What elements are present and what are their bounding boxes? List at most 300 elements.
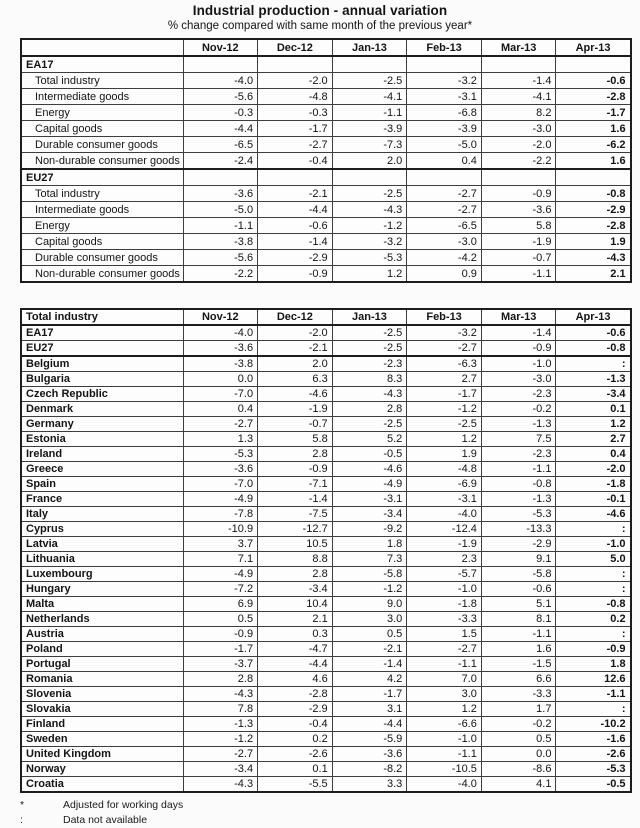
column-header: Nov-12	[183, 39, 258, 56]
country-label: Portugal	[21, 657, 183, 672]
country-label: Germany	[21, 417, 183, 432]
header-row	[21, 39, 631, 56]
value-cell: -5.6	[183, 89, 258, 105]
value-cell: 3.7	[183, 537, 258, 552]
value-cell: 0.0	[183, 372, 258, 387]
value-cell: -0.6	[556, 325, 631, 341]
value-cell: -3.0	[481, 121, 556, 137]
value-cell: -3.7	[183, 657, 258, 672]
table-row	[21, 105, 631, 121]
value-cell: -1.7	[332, 687, 407, 702]
table-row	[21, 567, 631, 582]
empty-cell	[258, 169, 333, 186]
value-cell: 1.8	[556, 657, 631, 672]
empty-cell	[481, 169, 556, 186]
table-row	[21, 537, 631, 552]
value-cell: -2.3	[332, 356, 407, 372]
value-cell: 1.9	[407, 447, 482, 462]
value-cell: -5.7	[407, 567, 482, 582]
value-cell: 4.6	[258, 672, 333, 687]
value-cell: -0.1	[556, 492, 631, 507]
value-cell: 0.5	[183, 612, 258, 627]
value-cell: -2.5	[332, 73, 407, 89]
value-cell: 1.6	[556, 121, 631, 137]
value-cell: -2.5	[332, 341, 407, 357]
value-cell: 1.2	[556, 417, 631, 432]
value-cell: -3.6	[332, 747, 407, 762]
country-label: Austria	[21, 627, 183, 642]
value-cell: -5.3	[183, 447, 258, 462]
country-label: Estonia	[21, 432, 183, 447]
column-header: Feb-13	[407, 39, 482, 56]
value-cell: 8.1	[481, 612, 556, 627]
country-label: Slovenia	[21, 687, 183, 702]
value-cell: :	[556, 582, 631, 597]
value-cell: -4.4	[258, 202, 333, 218]
value-cell: -1.3	[183, 717, 258, 732]
empty-cell	[332, 169, 407, 186]
row-label: Intermediate goods	[21, 202, 183, 218]
value-cell: -3.1	[407, 89, 482, 105]
value-cell: -4.6	[332, 462, 407, 477]
value-cell: -3.6	[183, 462, 258, 477]
value-cell: -6.2	[556, 137, 631, 153]
country-label: Croatia	[21, 777, 183, 793]
value-cell: -3.6	[183, 186, 258, 202]
value-cell: -1.0	[556, 537, 631, 552]
value-cell: -5.0	[183, 202, 258, 218]
value-cell: -2.1	[258, 186, 333, 202]
value-cell: -7.0	[183, 387, 258, 402]
value-cell: 0.4	[407, 153, 482, 170]
row-label: Durable consumer goods	[21, 250, 183, 266]
value-cell: 2.0	[332, 153, 407, 170]
table-row	[21, 218, 631, 234]
value-cell: -2.0	[258, 73, 333, 89]
empty-cell	[258, 56, 333, 73]
value-cell: 3.0	[407, 687, 482, 702]
value-cell: 7.5	[481, 432, 556, 447]
value-cell: -1.0	[407, 582, 482, 597]
country-label: Luxembourg	[21, 567, 183, 582]
country-total-industry-table	[20, 308, 632, 793]
value-cell: -4.4	[183, 121, 258, 137]
value-cell: -7.2	[183, 582, 258, 597]
section-label: EA17	[21, 56, 183, 73]
country-label: Netherlands	[21, 612, 183, 627]
table-row	[21, 121, 631, 137]
value-cell: -4.3	[332, 387, 407, 402]
value-cell: -3.3	[481, 687, 556, 702]
column-header: Jan-13	[332, 39, 407, 56]
value-cell: 3.1	[332, 702, 407, 717]
empty-cell	[407, 56, 482, 73]
table-row	[21, 717, 631, 732]
row-label: Capital goods	[21, 234, 183, 250]
value-cell: -2.3	[481, 387, 556, 402]
value-cell: 1.3	[183, 432, 258, 447]
column-header: Dec-12	[258, 309, 333, 325]
value-cell: -1.7	[556, 105, 631, 121]
value-cell: -1.1	[407, 657, 482, 672]
value-cell: -6.9	[407, 477, 482, 492]
value-cell: -6.5	[407, 218, 482, 234]
value-cell: -0.2	[481, 402, 556, 417]
value-cell: -3.0	[481, 372, 556, 387]
value-cell: -1.9	[481, 234, 556, 250]
country-label: Latvia	[21, 537, 183, 552]
value-cell: -1.4	[258, 492, 333, 507]
column-header: Feb-13	[407, 309, 482, 325]
value-cell: 0.5	[332, 627, 407, 642]
value-cell: 1.6	[481, 642, 556, 657]
value-cell: 9.1	[481, 552, 556, 567]
value-cell: -0.9	[258, 266, 333, 283]
footnote-text: Adjusted for working days	[63, 799, 184, 811]
value-cell: 3.0	[332, 612, 407, 627]
value-cell: 4.1	[481, 777, 556, 793]
value-cell: -2.9	[258, 250, 333, 266]
value-cell: -2.8	[556, 89, 631, 105]
value-cell: -10.9	[183, 522, 258, 537]
country-label: Poland	[21, 642, 183, 657]
value-cell: -0.6	[556, 73, 631, 89]
value-cell: -2.8	[258, 687, 333, 702]
value-cell: -1.2	[332, 582, 407, 597]
value-cell: 0.3	[258, 627, 333, 642]
value-cell: -3.2	[407, 325, 482, 341]
table-row	[21, 507, 631, 522]
value-cell: -1.5	[481, 657, 556, 672]
table-row	[21, 234, 631, 250]
country-label: Romania	[21, 672, 183, 687]
value-cell: -2.7	[407, 642, 482, 657]
value-cell: -4.2	[407, 250, 482, 266]
value-cell: 6.6	[481, 672, 556, 687]
value-cell: -0.3	[183, 105, 258, 121]
country-label: Norway	[21, 762, 183, 777]
value-cell: -4.4	[332, 717, 407, 732]
value-cell: -4.8	[258, 89, 333, 105]
value-cell: -3.6	[183, 341, 258, 357]
table-row	[21, 89, 631, 105]
value-cell: -1.4	[481, 73, 556, 89]
value-cell: 2.7	[556, 432, 631, 447]
table-row	[21, 732, 631, 747]
value-cell: -2.1	[258, 341, 333, 357]
value-cell: -3.0	[407, 234, 482, 250]
column-header: Apr-13	[556, 39, 631, 56]
row-label: Energy	[21, 105, 183, 121]
value-cell: -0.7	[481, 250, 556, 266]
value-cell: -5.3	[556, 762, 631, 777]
value-cell: :	[556, 702, 631, 717]
value-cell: -2.5	[407, 417, 482, 432]
table-row	[21, 402, 631, 417]
value-cell: -2.9	[258, 702, 333, 717]
value-cell: -4.3	[332, 202, 407, 218]
country-label: Finland	[21, 717, 183, 732]
value-cell: -5.5	[258, 777, 333, 793]
value-cell: 0.0	[481, 747, 556, 762]
value-cell: 0.5	[481, 732, 556, 747]
value-cell: -5.3	[481, 507, 556, 522]
value-cell: -0.5	[556, 777, 631, 793]
footnote-line	[20, 798, 640, 813]
country-label: EA17	[21, 325, 183, 341]
row-label: Energy	[21, 218, 183, 234]
empty-cell	[183, 169, 258, 186]
column-header: Nov-12	[183, 309, 258, 325]
value-cell: -1.3	[556, 372, 631, 387]
value-cell: -7.5	[258, 507, 333, 522]
value-cell: -0.8	[556, 597, 631, 612]
value-cell: 8.2	[481, 105, 556, 121]
country-label: Spain	[21, 477, 183, 492]
country-label: Cyprus	[21, 522, 183, 537]
empty-cell	[332, 56, 407, 73]
value-cell: -1.2	[183, 732, 258, 747]
table-row	[21, 582, 631, 597]
table-row	[21, 597, 631, 612]
country-label: France	[21, 492, 183, 507]
value-cell: -2.0	[481, 137, 556, 153]
table-row	[21, 432, 631, 447]
value-cell: -0.3	[258, 105, 333, 121]
value-cell: -12.7	[258, 522, 333, 537]
table-row	[21, 657, 631, 672]
value-cell: -2.7	[258, 137, 333, 153]
row-label: Capital goods	[21, 121, 183, 137]
country-label: Bulgaria	[21, 372, 183, 387]
value-cell: -12.4	[407, 522, 482, 537]
empty-cell	[183, 56, 258, 73]
column-header: Mar-13	[481, 309, 556, 325]
value-cell: -3.3	[407, 612, 482, 627]
value-cell: -6.3	[407, 356, 482, 372]
value-cell: -0.8	[481, 477, 556, 492]
value-cell: -8.6	[481, 762, 556, 777]
value-cell: -2.0	[258, 325, 333, 341]
value-cell: -4.4	[258, 657, 333, 672]
table-row	[21, 153, 631, 170]
value-cell: -2.8	[556, 218, 631, 234]
row-label: Intermediate goods	[21, 89, 183, 105]
value-cell: 6.9	[183, 597, 258, 612]
value-cell: -4.1	[332, 89, 407, 105]
table-row	[21, 73, 631, 89]
row-label: Total industry	[21, 186, 183, 202]
value-cell: 0.4	[556, 447, 631, 462]
value-cell: -2.7	[407, 202, 482, 218]
table-row	[21, 747, 631, 762]
value-cell: -4.6	[258, 387, 333, 402]
value-cell: -3.6	[481, 202, 556, 218]
value-cell: -3.4	[332, 507, 407, 522]
value-cell: -2.4	[183, 153, 258, 170]
table-row	[21, 687, 631, 702]
value-cell: -4.1	[481, 89, 556, 105]
footnote-symbol: :	[20, 814, 23, 826]
value-cell: -1.4	[258, 234, 333, 250]
value-cell: 1.2	[332, 266, 407, 283]
value-cell: -4.0	[407, 507, 482, 522]
value-cell: 0.1	[556, 402, 631, 417]
value-cell: -2.5	[332, 186, 407, 202]
country-label: Denmark	[21, 402, 183, 417]
value-cell: 2.8	[332, 402, 407, 417]
value-cell: -0.7	[258, 417, 333, 432]
value-cell: -0.4	[258, 153, 333, 170]
column-header: Mar-13	[481, 39, 556, 56]
value-cell: -4.8	[407, 462, 482, 477]
column-header: Dec-12	[258, 39, 333, 56]
table-row	[21, 266, 631, 283]
value-cell: 2.0	[258, 356, 333, 372]
value-cell: -1.9	[407, 537, 482, 552]
section-row	[21, 169, 631, 186]
value-cell: 7.1	[183, 552, 258, 567]
table-row	[21, 325, 631, 341]
value-cell: -13.3	[481, 522, 556, 537]
value-cell: -3.4	[556, 387, 631, 402]
table-row	[21, 250, 631, 266]
value-cell: -3.9	[332, 121, 407, 137]
value-cell: -5.8	[481, 567, 556, 582]
value-cell: -4.9	[332, 477, 407, 492]
table-row	[21, 447, 631, 462]
value-cell: -4.9	[183, 567, 258, 582]
table-row	[21, 477, 631, 492]
value-cell: -3.2	[407, 73, 482, 89]
value-cell: -4.0	[407, 777, 482, 793]
value-cell: -10.5	[407, 762, 482, 777]
value-cell: 2.8	[258, 447, 333, 462]
value-cell: -0.4	[258, 717, 333, 732]
value-cell: -5.8	[332, 567, 407, 582]
table-row	[21, 387, 631, 402]
footnotes	[20, 798, 640, 828]
empty-cell	[407, 169, 482, 186]
value-cell: 10.5	[258, 537, 333, 552]
value-cell: -1.4	[481, 325, 556, 341]
value-cell: 5.2	[332, 432, 407, 447]
value-cell: -7.8	[183, 507, 258, 522]
value-cell: -1.8	[556, 477, 631, 492]
page-subtitle: % change compared with same month of the previous year*	[167, 20, 473, 32]
value-cell: -4.3	[183, 777, 258, 793]
value-cell: -9.2	[332, 522, 407, 537]
table-row	[21, 642, 631, 657]
value-cell: -6.6	[407, 717, 482, 732]
value-cell: -4.9	[183, 492, 258, 507]
value-cell: -7.1	[258, 477, 333, 492]
value-cell: -5.0	[407, 137, 482, 153]
country-label: Slovakia	[21, 702, 183, 717]
value-cell: -1.7	[183, 642, 258, 657]
value-cell: -2.5	[332, 325, 407, 341]
empty-cell	[481, 56, 556, 73]
value-cell: -3.4	[258, 582, 333, 597]
value-cell: 2.8	[183, 672, 258, 687]
value-cell: -1.2	[332, 218, 407, 234]
country-label: Belgium	[21, 356, 183, 372]
value-cell: -3.9	[407, 121, 482, 137]
empty-cell	[556, 169, 631, 186]
value-cell: 2.1	[556, 266, 631, 283]
value-cell: -4.3	[556, 250, 631, 266]
table-row	[21, 372, 631, 387]
table-row	[21, 417, 631, 432]
table-row	[21, 762, 631, 777]
value-cell: -2.5	[332, 417, 407, 432]
value-cell: -6.8	[407, 105, 482, 121]
value-cell: -1.9	[258, 402, 333, 417]
table-row	[21, 552, 631, 567]
value-cell: -0.8	[556, 186, 631, 202]
value-cell: -2.9	[556, 202, 631, 218]
value-cell: -8.2	[332, 762, 407, 777]
table-row	[21, 627, 631, 642]
value-cell: -2.7	[407, 186, 482, 202]
value-cell: -2.3	[481, 447, 556, 462]
empty-cell	[556, 56, 631, 73]
value-cell: -7.0	[183, 477, 258, 492]
value-cell: -0.6	[258, 218, 333, 234]
value-cell: 0.9	[407, 266, 482, 283]
value-cell: 3.3	[332, 777, 407, 793]
value-cell: :	[556, 567, 631, 582]
value-cell: -2.7	[407, 341, 482, 357]
value-cell: -1.1	[481, 266, 556, 283]
corner-header-cell: Total industry	[21, 309, 183, 325]
row-label: Non-durable consumer goods	[21, 266, 183, 283]
value-cell: -5.9	[332, 732, 407, 747]
value-cell: -1.7	[258, 121, 333, 137]
value-cell: -2.9	[481, 537, 556, 552]
value-cell: -2.2	[481, 153, 556, 170]
value-cell: -1.3	[481, 417, 556, 432]
value-cell: 4.2	[332, 672, 407, 687]
value-cell: -0.2	[481, 717, 556, 732]
value-cell: 2.7	[407, 372, 482, 387]
value-cell: 9.0	[332, 597, 407, 612]
value-cell: -3.2	[332, 234, 407, 250]
value-cell: -4.3	[183, 687, 258, 702]
value-cell: -0.6	[481, 582, 556, 597]
country-label: United Kingdom	[21, 747, 183, 762]
value-cell: -1.8	[407, 597, 482, 612]
value-cell: -1.2	[407, 402, 482, 417]
value-cell: 8.3	[332, 372, 407, 387]
value-cell: -2.6	[258, 747, 333, 762]
value-cell: -0.9	[258, 462, 333, 477]
value-cell: -4.7	[258, 642, 333, 657]
value-cell: :	[556, 356, 631, 372]
value-cell: -0.9	[481, 186, 556, 202]
value-cell: 0.2	[258, 732, 333, 747]
column-header: Jan-13	[332, 309, 407, 325]
value-cell: 0.2	[556, 612, 631, 627]
value-cell: 6.3	[258, 372, 333, 387]
value-cell: -2.1	[332, 642, 407, 657]
table-row	[21, 492, 631, 507]
value-cell: 10.4	[258, 597, 333, 612]
value-cell: 1.7	[481, 702, 556, 717]
value-cell: 2.8	[258, 567, 333, 582]
value-cell: -4.6	[556, 507, 631, 522]
value-cell: -4.0	[183, 73, 258, 89]
